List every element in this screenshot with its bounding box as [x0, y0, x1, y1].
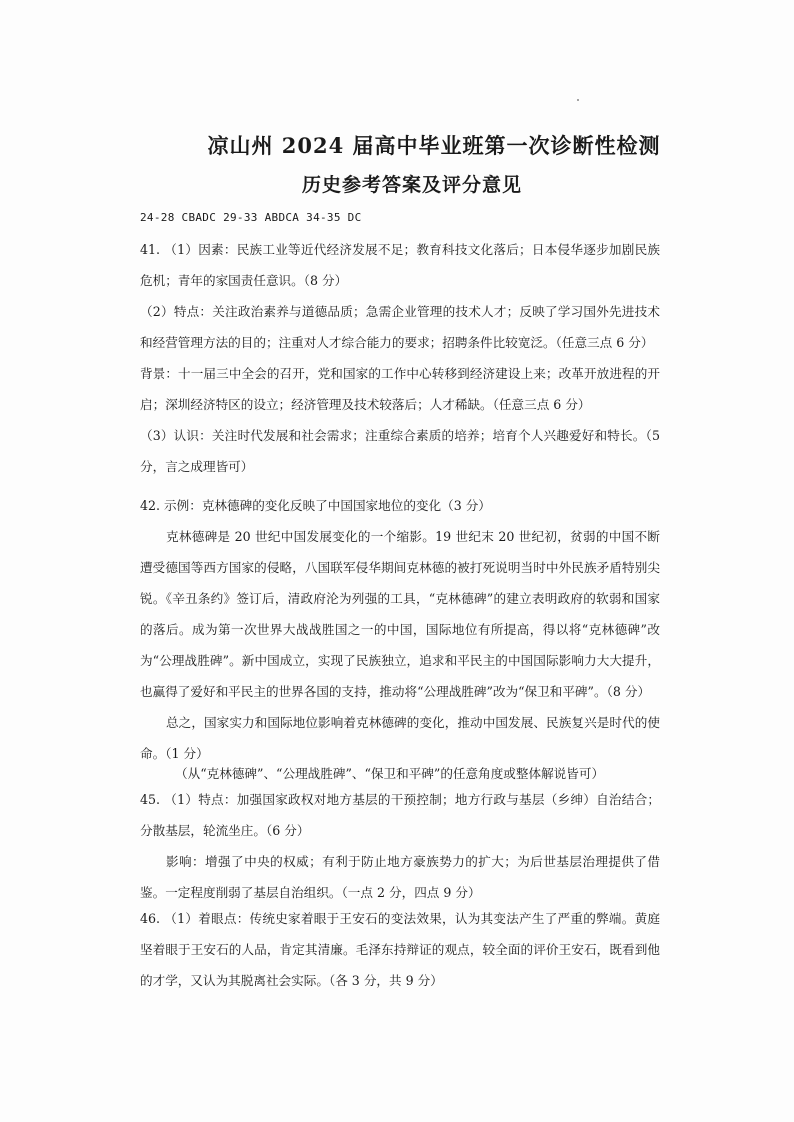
q41-part2-background: 背景：十一届三中全会的召开，党和国家的工作中心转移到经济建设上来；改革开放进程的开启；深圳经济特区的设立；经济管理及技术较落后；人才稀缺。（任意三点 6 分） [140, 366, 660, 412]
q41-part3: （3）认识：关注时代发展和社会需求；注重综合素质的培养；培育个人兴趣爱好和特长。（5 分，言之成理皆可） [140, 428, 660, 474]
q42-note: （从“克林德碑”、“公理战胜碑”、“保卫和平碑”的任意角度或整体解说皆可） [175, 766, 605, 781]
q41-part2-features: （2）特点：关注政治素养与道德品质；急需企业管理的技术人才；反映了学习国外先进技术和经营管理方法的目的；注重对人才综合能力的要求；招聘条件比较宽泛。（任意三点 6 分） [140, 304, 660, 350]
question-41 [140, 234, 660, 482]
q42-body: 克林德碑是 20 世纪中国发展变化的一个缩影。19 世纪末 20 世纪初，贫弱的中国不断遭受德国等西方国家的侵略，八国联军侵华期间克林德的被打死说明当时中外民族矛盾特别尖锐。《辛丑条约》签订后，清政府沦为列强的工具，“克林德碑”的建立表明政府的软弱和国家的落后。成为第一次世界大战战胜国之一的中国，国际地位有所提高，得以将“克林德碑”改为“公理战胜碑”。新中国成立，实现了民族独立，追求和平民主的中国国际影响力大大提升，也赢得了爱好和平民主的世界各国的支持，推动将“公理战胜碑”改为“保卫和平碑”。（8 分） [140, 529, 660, 699]
question-45 [140, 784, 660, 908]
question-42 [140, 490, 660, 769]
q42-summary: 总之，国家实力和国际地位影响着克林德碑的变化，推动中国发展、民族复兴是时代的使命。（1 分） [140, 715, 660, 761]
q46-part1: 46. （1）着眼点：传统史家着眼于王安石的变法效果，认为其变法产生了严重的弊端。黄庭坚着眼于王安石的人品，肯定其清廉。毛泽东持辩证的观点，较全面的评价王安石，既看到他的才学，又认为其脱离社会实际。（各 3 分，共 9 分） [140, 911, 660, 988]
choice-answers: 24-28 CBADC 29-33 ABDCA 34-35 DC [140, 211, 362, 224]
q45-features: 45. （1）特点：加强国家政权对地方基层的干预控制；地方行政与基层（乡绅）自治结合；分散基层，轮流坐庄。（6 分） [140, 792, 660, 838]
scan-speck [577, 99, 579, 101]
document-subtitle: 历史参考答案及评分意见 [301, 174, 522, 196]
document-title: 凉山州 2024 届高中毕业班第一次诊断性检测 [207, 133, 661, 158]
q42-example: 42. 示例：克林德碑的变化反映了中国国家地位的变化（3 分） [140, 498, 491, 513]
q41-part1: 41. （1）因素：民族工业等近代经济发展不足；教育科技文化落后；日本侵华逐步加剧民族危机；青年的家国责任意识。（8 分） [140, 242, 660, 288]
question-46 [140, 903, 660, 996]
q45-impact: 影响：增强了中央的权威；有利于防止地方豪族势力的扩大；为后世基层治理提供了借鉴。一定程度削弱了基层自治组织。（一点 2 分，四点 9 分） [140, 854, 660, 900]
